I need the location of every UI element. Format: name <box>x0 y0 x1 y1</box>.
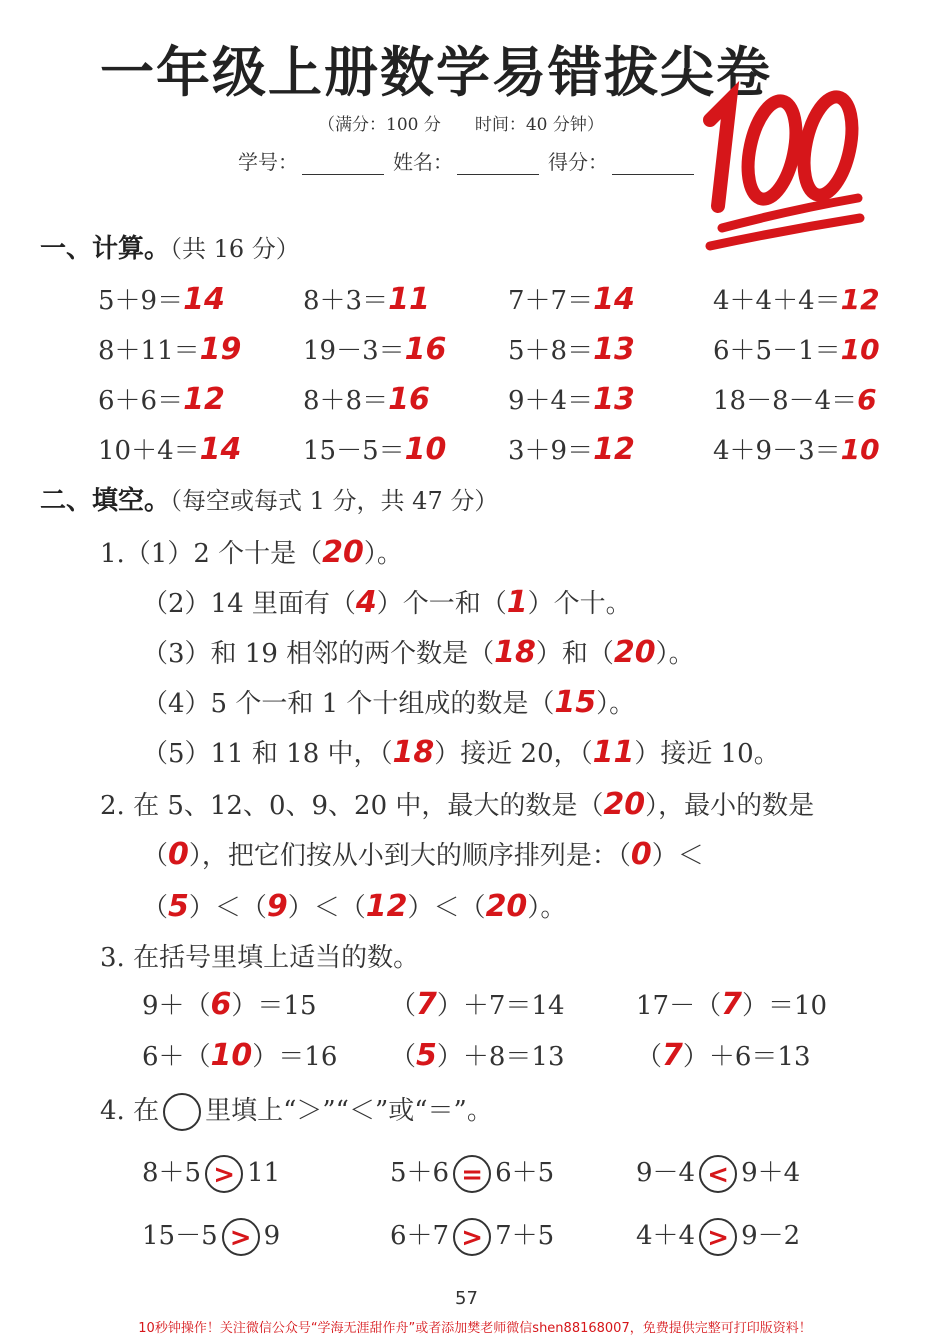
calc-item <box>303 330 446 367</box>
calc-question: 18－8－4＝ <box>713 386 858 416</box>
q1-part2: （2）14 里面有（4）个一和（1）个十。 <box>142 585 632 620</box>
student-no-blank <box>302 154 384 175</box>
calc-item <box>98 380 225 417</box>
compare-item: 15－5 > 9 <box>142 1215 280 1256</box>
q3-title: 3. 在括号里填上适当的数。 <box>100 943 420 973</box>
calc-item <box>713 280 880 317</box>
calc-question: 6＋5－1＝ <box>713 336 841 366</box>
calc-answer: 10 <box>840 433 880 466</box>
compare-item: 9－4 < 9＋4 <box>636 1152 800 1193</box>
calc-answer: 19 <box>199 332 242 367</box>
calc-question: 7＋7＝ <box>508 286 594 316</box>
fill-answer: 18 <box>494 635 536 670</box>
fill-answer: 4 <box>355 585 377 620</box>
calc-item <box>713 430 880 467</box>
fill-answer: 7 <box>662 1038 683 1073</box>
calc-item <box>98 330 241 367</box>
calc-answer: 16 <box>404 332 447 367</box>
calc-question: 5＋8＝ <box>508 336 594 366</box>
calc-question: 8＋11＝ <box>98 336 200 366</box>
fill-answer: 9 <box>266 889 288 924</box>
calc-item <box>98 430 241 467</box>
footer-notice: 10秒钟操作！关注微信公众号“学海无涯甜作舟”或者添加樊老师微信shen88168007，免费提供完整可打印版资料！ <box>138 1321 812 1336</box>
score-label: 得分： <box>548 150 608 174</box>
section1-heading <box>40 228 300 265</box>
calc-answer: 12 <box>840 283 880 316</box>
fill-answer: 10 <box>210 1038 253 1073</box>
q1-part1: 1.（1）2 个十是（20）。 <box>100 535 403 570</box>
student-no-field <box>238 146 384 175</box>
q2-line1: 2. 在 5、12、0、9、20 中，最大的数是（20），最小的数是 <box>100 787 815 822</box>
fill-answer: 6 <box>210 987 232 1022</box>
calc-question: 19－3＝ <box>303 336 405 366</box>
section1-title: 一、计算。 <box>40 234 171 264</box>
compare-item: 5＋6 = 6＋5 <box>390 1152 554 1193</box>
score-field <box>548 146 694 175</box>
calc-item <box>508 280 635 317</box>
score-blank <box>612 154 694 175</box>
calc-item <box>303 380 430 417</box>
fill-answer: 20 <box>485 889 528 924</box>
calc-question: 3＋9＝ <box>508 436 594 466</box>
q3-item: （5）＋8＝13 <box>390 1038 565 1073</box>
calc-item <box>713 330 880 367</box>
section1-note: （共 16 分） <box>170 235 300 263</box>
compare-sign: > <box>205 1155 243 1193</box>
fill-answer: 7 <box>721 987 742 1022</box>
compare-item: 8＋5 > 11 <box>142 1152 280 1193</box>
calc-answer: 10 <box>404 432 447 467</box>
compare-sign: > <box>453 1218 491 1256</box>
calc-answer: 12 <box>593 432 635 467</box>
empty-circle-icon <box>163 1093 201 1131</box>
calc-answer: 14 <box>199 432 242 467</box>
calc-answer: 14 <box>593 282 635 317</box>
calc-question: 4＋4＋4＝ <box>713 286 841 316</box>
calc-answer: 6 <box>857 383 877 416</box>
fill-answer: 18 <box>392 735 435 770</box>
q3-item: 6＋（10）＝16 <box>142 1038 338 1073</box>
compare-sign: < <box>699 1155 737 1193</box>
q2-line3: （5）＜（9）＜（12）＜（20）。 <box>142 889 567 924</box>
calc-answer: 11 <box>388 282 430 317</box>
fill-answer: 11 <box>592 735 635 770</box>
page-title: 一年级上册数学易错拔尖卷 <box>100 41 772 104</box>
calc-item <box>508 330 635 367</box>
calc-item <box>508 430 635 467</box>
calc-question: 10＋4＝ <box>98 436 200 466</box>
q3-item: 9＋（6）＝15 <box>142 987 317 1022</box>
calc-question: 9＋4＝ <box>508 386 594 416</box>
compare-sign: > <box>699 1218 737 1256</box>
fill-answer: 20 <box>322 535 364 570</box>
calc-answer: 16 <box>388 382 430 417</box>
calc-item <box>303 430 446 467</box>
calc-question: 8＋3＝ <box>303 286 389 316</box>
compare-sign: = <box>453 1155 491 1193</box>
compare-sign: > <box>222 1218 260 1256</box>
q1-part4: （4）5 个一和 1 个十组成的数是（15）。 <box>142 685 636 720</box>
score-time-info: （满分：100 分 时间：40 分钟） <box>318 115 604 135</box>
fill-answer: 0 <box>630 837 652 872</box>
student-no-label: 学号： <box>238 150 298 174</box>
name-blank <box>457 154 539 175</box>
calc-question: 8＋8＝ <box>303 386 389 416</box>
fill-answer: 12 <box>365 889 408 924</box>
q2-line2: （0），把它们按从小到大的顺序排列是：（0）＜ <box>142 837 704 872</box>
calc-answer: 14 <box>183 282 225 317</box>
calc-question: 4＋9－3＝ <box>713 436 841 466</box>
calc-answer: 12 <box>183 382 225 417</box>
name-field <box>393 146 539 175</box>
calc-item <box>303 280 430 317</box>
q1-part5: （5）11 和 18 中，（18）接近 20，（11）接近 10。 <box>142 735 780 770</box>
fill-answer: 5 <box>168 889 189 924</box>
calc-question: 6＋6＝ <box>98 386 184 416</box>
section2-heading <box>40 480 498 517</box>
calc-item <box>713 380 877 417</box>
fill-answer: 20 <box>603 787 646 822</box>
fill-answer: 7 <box>416 987 437 1022</box>
fill-answer: 5 <box>416 1038 437 1073</box>
fill-answer: 0 <box>168 837 189 872</box>
fill-answer: 1 <box>506 585 528 620</box>
q3-item: （7）＋7＝14 <box>390 987 565 1022</box>
calc-answer: 13 <box>593 382 635 417</box>
q3-item: 17－（7）＝10 <box>636 987 828 1022</box>
hundred-points-icon <box>700 78 870 253</box>
page-number: 57 <box>455 1288 478 1309</box>
fill-answer: 15 <box>554 685 597 720</box>
calc-answer: 13 <box>593 332 635 367</box>
q1-part3: （3）和 19 相邻的两个数是（18）和（20）。 <box>142 635 695 670</box>
compare-item: 4＋4 > 9－2 <box>636 1215 800 1256</box>
section2-note: （每空或每式 1 分，共 47 分） <box>170 487 499 515</box>
calc-question: 5＋9＝ <box>98 286 184 316</box>
calc-item <box>98 280 225 317</box>
section2-title: 二、填空。 <box>40 486 171 516</box>
q3-item: （7）＋6＝13 <box>636 1038 811 1073</box>
calc-item <box>508 380 635 417</box>
compare-item: 6＋7 > 7＋5 <box>390 1215 554 1256</box>
calc-question: 15－5＝ <box>303 436 405 466</box>
calc-answer: 10 <box>840 333 880 366</box>
fill-answer: 20 <box>613 635 656 670</box>
q4-title: 4. 在 里填上“＞”“＜”或“＝”。 <box>100 1090 493 1131</box>
name-label: 姓名： <box>393 150 453 174</box>
